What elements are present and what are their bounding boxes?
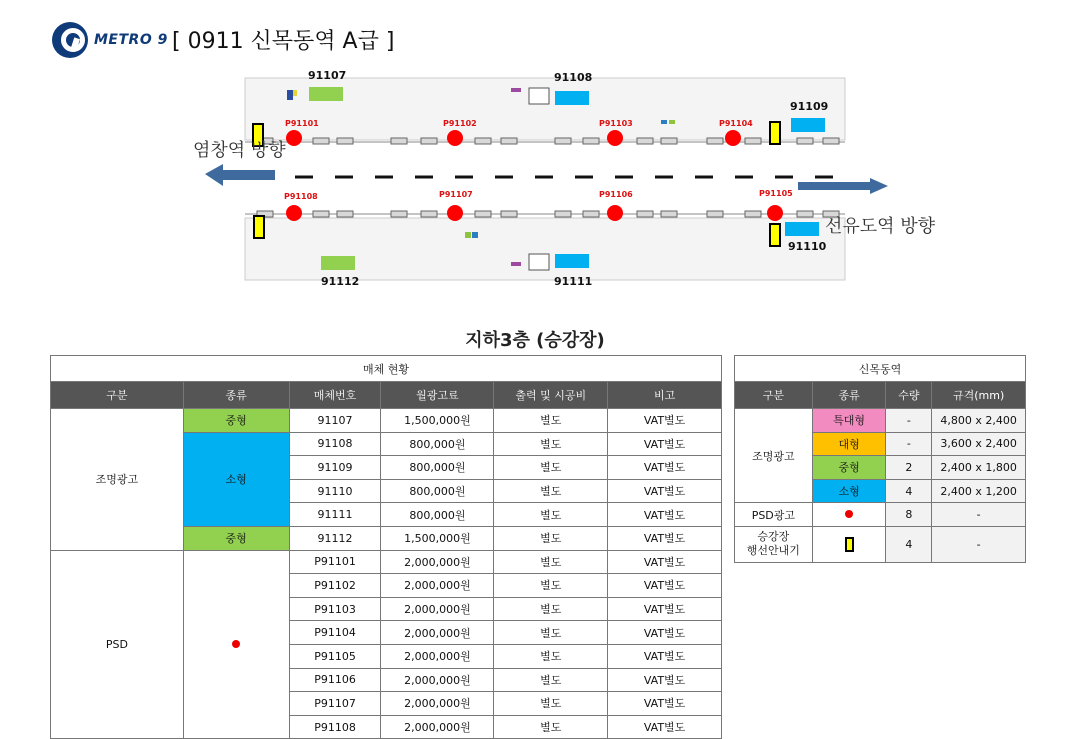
summary-qty-cell: - [886,409,932,433]
fee-cell: 2,000,000원 [381,644,494,668]
psd-label-p91102: P91102 [443,119,477,128]
table-row [51,550,722,574]
type-cell: 소형 [183,432,289,526]
print-cell: 별도 [494,409,608,433]
summary-spec-cell: 2,400 x 1,800 [932,456,1026,480]
media-no-cell: 91107 [289,409,381,433]
fee-cell: 2,000,000원 [381,692,494,716]
metro9-logo-icon [52,22,88,58]
summary-header-type: 종류 [812,382,886,409]
psd-label-p91104: P91104 [719,119,753,128]
print-cell: 별도 [494,456,608,480]
media-no-cell: P91105 [289,644,381,668]
summary-header-spec: 규격(mm) [932,382,1026,409]
psd-label-p91105: P91105 [759,189,793,198]
summary-qty-cell: 8 [886,503,932,527]
summary-qty-cell: 2 [886,456,932,480]
media-no-cell: P91106 [289,668,381,692]
psd-label-p91108: P91108 [284,192,318,201]
platform-diagram [185,66,975,296]
note-cell: VAT별도 [608,715,722,739]
table-row [735,526,1026,562]
summary-type-cell: 대형 [812,432,886,456]
fee-cell: 2,000,000원 [381,574,494,598]
media-status-table [50,355,722,739]
map-label-91110: 91110 [788,240,827,253]
print-cell: 별도 [494,715,608,739]
platform-guide-icon [845,537,854,552]
type-cell: 중형 [183,526,289,550]
media-no-cell: P91108 [289,715,381,739]
map-label-91108: 91108 [554,71,593,84]
fee-cell: 2,000,000원 [381,597,494,621]
print-cell: 별도 [494,692,608,716]
media-no-cell: 91110 [289,479,381,503]
print-cell: 별도 [494,503,608,527]
summary-spec-cell: 2,400 x 1,200 [932,479,1026,503]
summary-type-cell: 특대형 [812,409,886,433]
print-cell: 별도 [494,644,608,668]
col-header-print-install: 출력 및 시공비 [494,382,608,409]
psd-type-cell [183,550,289,739]
media-no-cell: P91103 [289,597,381,621]
summary-category-cell [735,526,813,562]
map-label-91107: 91107 [308,69,347,82]
summary-spec-cell: - [932,503,1026,527]
col-header-media-no: 매체번호 [289,382,381,409]
note-cell: VAT별도 [608,597,722,621]
station-map [185,66,975,296]
fee-cell: 800,000원 [381,456,494,480]
right-direction-label: 선유도역 방향 [825,216,936,237]
note-cell: VAT별도 [608,621,722,645]
summary-psd-icon-cell [812,503,886,527]
summary-type-cell: 소형 [812,479,886,503]
category-cell: 조명광고 [51,409,184,551]
psd-label-p91101: P91101 [285,119,319,128]
col-header-monthly-fee: 월광고료 [381,382,494,409]
media-no-cell: P91107 [289,692,381,716]
fee-cell: 800,000원 [381,432,494,456]
metro9-logo [52,22,168,58]
col-header-note: 비고 [608,382,722,409]
print-cell: 별도 [494,550,608,574]
floor-title: 지하3층 (승강장) [465,330,605,351]
media-no-cell: 91109 [289,456,381,480]
media-no-cell: P91101 [289,550,381,574]
summary-header-category: 구분 [735,382,813,409]
summary-qty-cell: - [886,432,932,456]
print-cell: 별도 [494,479,608,503]
summary-qty-cell: 4 [886,526,932,562]
table-row [51,409,722,433]
summary-spec-cell: - [932,526,1026,562]
summary-qty-cell: 4 [886,479,932,503]
fee-cell: 800,000원 [381,479,494,503]
fee-cell: 2,000,000원 [381,668,494,692]
fee-cell: 2,000,000원 [381,715,494,739]
print-cell: 별도 [494,597,608,621]
map-label-91109: 91109 [790,100,829,113]
psd-label-p91103: P91103 [599,119,633,128]
media-status-title: 매체 현황 [51,356,722,382]
psd-label-p91107: P91107 [439,190,473,199]
station-summary-table [734,355,1026,563]
fee-cell: 2,000,000원 [381,621,494,645]
summary-spec-cell: 3,600 x 2,400 [932,432,1026,456]
note-cell: VAT별도 [608,479,722,503]
map-label-91111: 91111 [554,275,593,288]
note-cell: VAT별도 [608,526,722,550]
summary-type-cell: 중형 [812,456,886,480]
note-cell: VAT별도 [608,644,722,668]
note-cell: VAT별도 [608,692,722,716]
note-cell: VAT별도 [608,574,722,598]
print-cell: 별도 [494,432,608,456]
note-cell: VAT별도 [608,668,722,692]
guide-category-line2: 행선안내기 [746,544,800,558]
print-cell: 별도 [494,574,608,598]
category-cell: PSD [51,550,184,739]
table-row [735,409,1026,433]
print-cell: 별도 [494,526,608,550]
note-cell: VAT별도 [608,432,722,456]
media-no-cell: P91102 [289,574,381,598]
psd-dot-icon [232,640,240,648]
media-no-cell: 91108 [289,432,381,456]
summary-header-qty: 수량 [886,382,932,409]
media-no-cell: P91104 [289,621,381,645]
note-cell: VAT별도 [608,550,722,574]
col-header-type: 종류 [183,382,289,409]
page-title: [ 0911 신목동역 A급 ] [172,29,395,54]
psd-dot-icon [845,510,853,518]
type-cell: 중형 [183,409,289,433]
table-row [735,503,1026,527]
summary-category-cell: PSD광고 [735,503,813,527]
media-no-cell: 91111 [289,503,381,527]
summary-guide-icon-cell [812,526,886,562]
map-label-91112: 91112 [321,275,360,288]
fee-cell: 2,000,000원 [381,550,494,574]
summary-spec-cell: 4,800 x 2,400 [932,409,1026,433]
psd-label-p91106: P91106 [599,190,633,199]
col-header-category: 구분 [51,382,184,409]
print-cell: 별도 [494,621,608,645]
summary-title: 신목동역 [735,356,1026,382]
note-cell: VAT별도 [608,503,722,527]
media-no-cell: 91112 [289,526,381,550]
summary-category-cell: 조명광고 [735,409,813,503]
fee-cell: 800,000원 [381,503,494,527]
fee-cell: 1,500,000원 [381,526,494,550]
logo-text: METRO 9 [94,32,168,48]
note-cell: VAT별도 [608,456,722,480]
print-cell: 별도 [494,668,608,692]
guide-category-line1: 승강장 [757,530,790,544]
note-cell: VAT별도 [608,409,722,433]
left-direction-label: 염창역 방향 [193,140,286,161]
fee-cell: 1,500,000원 [381,409,494,433]
